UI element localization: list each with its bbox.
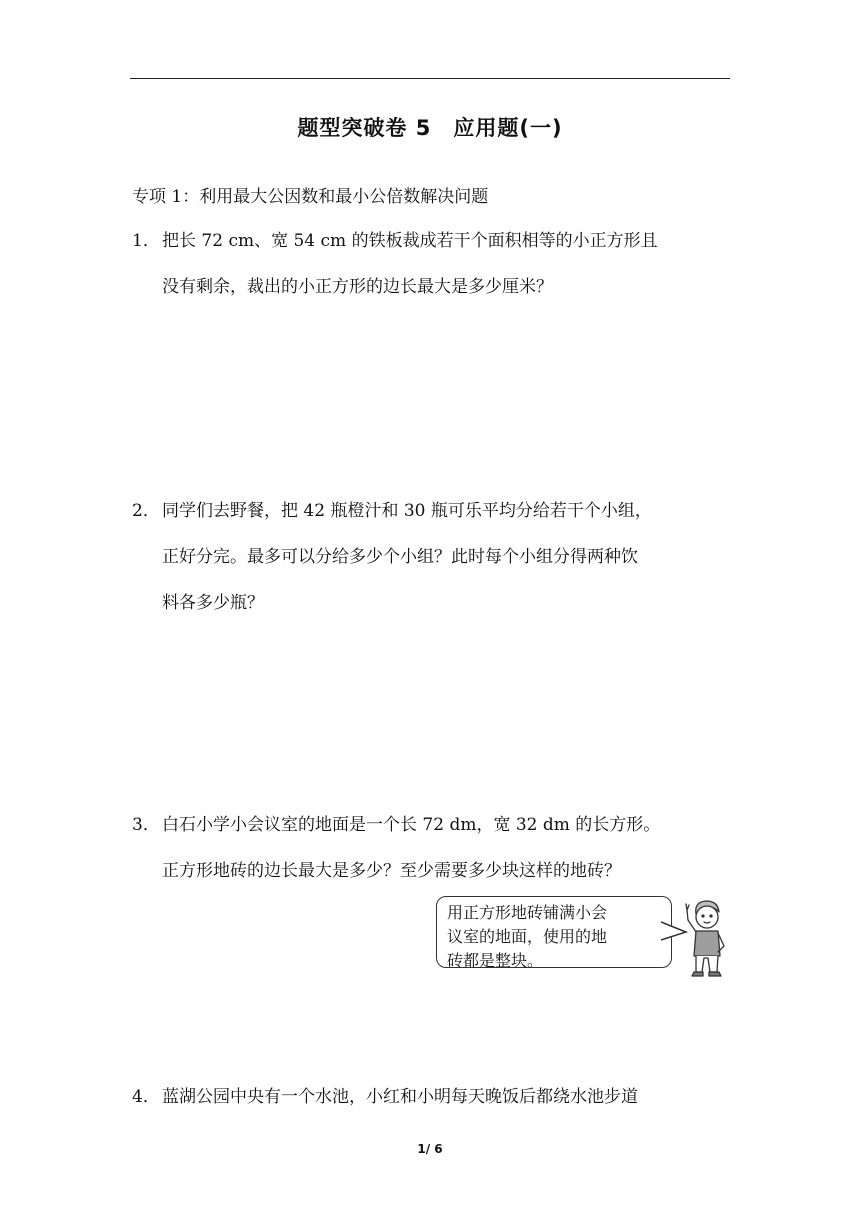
- boy-illustration-icon: [682, 896, 734, 982]
- question-number: 2．: [132, 501, 160, 521]
- question-text: 料各多少瓶？: [162, 593, 264, 613]
- question-2: [132, 488, 732, 626]
- question-line: [132, 264, 732, 310]
- question-line: [132, 534, 732, 580]
- question-line: [132, 1074, 732, 1120]
- bubble-text: 砖都是整块。: [447, 951, 544, 970]
- question-text: 正好分完。最多可以分给多少个小组？此时每个小组分得两种饮: [162, 547, 638, 567]
- bubble-text: 议室的地面，使用的地: [447, 927, 608, 946]
- hint-speech-bubble: [436, 896, 672, 968]
- question-line: [132, 218, 732, 264]
- question-text: 同学们去野餐，把 42 瓶橙汁和 30 瓶可乐平均分给若干个小组，: [162, 501, 652, 521]
- header-rule: [130, 78, 730, 79]
- section-heading: 专项 1：利用最大公因数和最小公倍数解决问题: [132, 187, 489, 207]
- question-line: [132, 488, 732, 534]
- question-text: 正方形地砖的边长最大是多少？至少需要多少块这样的地砖？: [162, 861, 621, 881]
- question-text: 白石小学小会议室的地面是一个长 72 dm，宽 32 dm 的长方形。: [162, 815, 661, 835]
- question-text: 把长 72 cm、宽 54 cm 的铁板裁成若干个面积相等的小正方形且: [162, 231, 658, 251]
- page-number: 1/ 6: [417, 1142, 443, 1156]
- question-line: [132, 802, 732, 848]
- question-3: [132, 802, 732, 894]
- question-line: [132, 580, 732, 626]
- question-text: 没有剩余，裁出的小正方形的边长最大是多少厘米？: [162, 277, 553, 297]
- question-4: [132, 1074, 732, 1120]
- question-text: 蓝湖公园中央有一个水池，小红和小明每天晚饭后都绕水池步道: [162, 1087, 638, 1107]
- question-1: [132, 218, 732, 310]
- question-number: 1．: [132, 231, 160, 251]
- question-number: 4．: [132, 1087, 160, 1107]
- bubble-text: 用正方形地砖铺满小会: [447, 903, 608, 922]
- page-title: 题型突破卷 5 应用题(一): [297, 116, 563, 140]
- question-number: 3．: [132, 815, 160, 835]
- question-line: [132, 848, 732, 894]
